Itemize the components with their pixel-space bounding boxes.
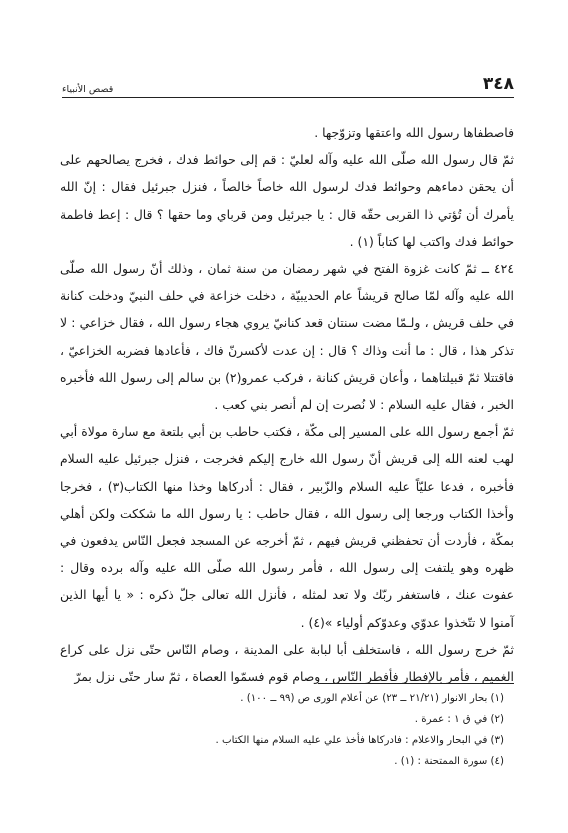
footnote: (٢) في ق ١ : عمرة .	[414, 714, 504, 725]
header-rule	[62, 97, 514, 98]
paragraph: ثمّ خرج رسول الله ، فاستخلف أبا لبابة على المدينة ، وصام النّاس حتّى نزل على كراع الغميم ، فأمر بالإفطار فأفطر النّاس ، وصام قوم فسمّوا العصاة ، ثمّ سار حتّى نزل بمرّ	[60, 641, 514, 685]
footnote: (٣) في البحار والاعلام : فادركاها فأخذ علي عليه السلام منها الكتاب .	[215, 735, 504, 746]
footnote-divider	[318, 683, 514, 684]
running-title: قصص الأنبياء	[62, 84, 114, 95]
paragraph: فاصطفاها رسول الله واعتقها وتزوّجها .	[314, 125, 514, 140]
footnote: (١) بحار الانوار (٢١/٢١ ــ ٢٣) عن أعلام الورى ص (٩٩ ــ ١٠٠) .	[240, 693, 504, 704]
paragraph: ثمّ قال رسول الله صلّى الله عليه وآله لعليّ : قم إلى حوائط فدك ، فخرج يصالحهم على أن يحقن دماءهم وحوائط فدك لرسول الله خاصاً خالصاً ، فنزل جبرئيل فقال : إنّ الله يأمرك أن تُؤتي ذا القربى حقّه قال : يا جبرئيل ومن قرباي وما حقها ؟ قال : إعط فاطمة حوائط فدك واكتب لها كتاباً (١) .	[60, 152, 514, 249]
paragraph: ٤٢٤ ــ ثمّ كانت غزوة الفتح في شهر رمضان من سنة ثمان ، وذلك أنّ رسول الله صلّى الله عليه وآله لمّا صالح قريشاً عام الحديبيّة ، دخلت خزاعة في حلف النبيّ ودخلت كنانة في حلف قريش ، ولـمّا مضت سنتان قعد كنانيّ يروي هجاء رسول الله ، فقال خزاعي : لا تذكر هذا ، قال : ما أنت وذاك ؟ قال : إن عدت لأكسرنّ فاك ، فأعادها فضربه الخزاعيّ ، فاقتتلا ثمّ قبيلتاهما ، وأعان قريش كنانة ، فركب عمرو(٢) بن سالم إلى رسول الله فأخبره الخبر ، فقال عليه السلام : لا نُصرت إن لم أنصر بني كعب .	[60, 261, 514, 413]
page-header	[62, 70, 514, 100]
footnotes	[60, 688, 514, 772]
footnote: (٤) سورة الممتحنة : (١) .	[394, 756, 504, 767]
paragraph: ثمّ أجمع رسول الله على المسير إلى مكّة ، فكتب حاطب بن أبي بلتعة مع سارة مولاة أبي لهب لعنه الله إلى قريش أنّ رسول الله خارج إليكم فخرجت ، فنزل جبرئيل عليه السلام فأخبره ، فدعا عليّاً عليه السلام والزّبير ، فقال : أدركاها وخذا منها الكتاب(٣) ، فخرجا وأخذا الكتاب ورجعا إلى رسول الله ، فقال حاطب : يا رسول الله ما شككت ولكن أهلي بمكّة ، فأردت أن تحفظني قريش فيهم ، ثمّ أخرجه عن المسجد فجعل النّاس يدفعون في ظهره وهو يلتفت إلى رسول الله ، فأمر رسول الله صلّى الله عليه وآله برده وقال : عفوت عنك ، فاستغفر ربّك ولا تعد لمثله ، فأنزل الله تعالى جلّ ذكره : « يا أيها الذين آمنوا لا تتّخذوا عدوّي وعدوّكم أولياء »(٤) .	[60, 424, 515, 630]
page-number: ٣٤٨	[482, 74, 514, 94]
main-text	[60, 119, 514, 690]
